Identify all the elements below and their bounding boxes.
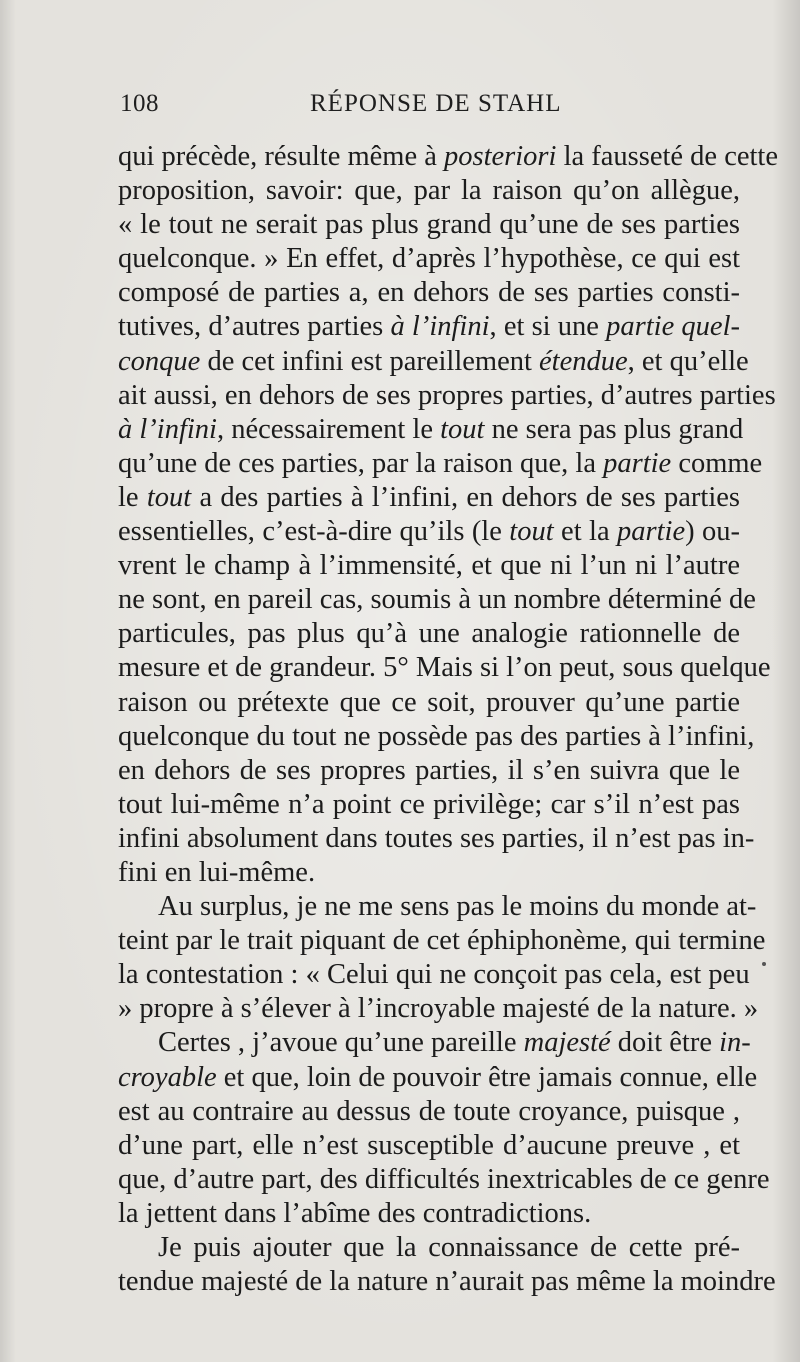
text-line (118, 856, 740, 890)
text-segment: , et si une (489, 311, 607, 343)
text-segment: la fausseté de cette (556, 141, 778, 172)
text-segment: raison ou prétexte que ce soit, prouver qu’une partie (118, 686, 740, 718)
text-segment: , nécessairement le (216, 413, 441, 445)
text-line (118, 549, 740, 583)
text-segment: et la (553, 516, 618, 548)
text-line (118, 1026, 751, 1060)
text-segment: a des parties à l’infini, en dehors de ses parties (191, 481, 740, 513)
text-segment: en dehors de ses propres parties, il s’en suivra que le (118, 754, 740, 786)
text-line (118, 822, 755, 856)
text-segment: et que, loin de pouvoir être jamais connue, elle (216, 1061, 758, 1093)
italic-text: étendue (539, 345, 628, 377)
text-line (118, 686, 740, 720)
text-line (118, 992, 759, 1026)
italic-text: posteriori (444, 141, 557, 172)
italic-text: croyable (118, 1061, 217, 1093)
text-segment: doit être (610, 1027, 720, 1059)
text-line (118, 345, 749, 379)
page-number: 108 (120, 90, 159, 117)
text-segment: fini en lui-même. (118, 856, 316, 888)
text-segment: ) ou- (685, 516, 741, 548)
italic-text: à l’infini (390, 311, 490, 343)
text-segment: de cet infini est pareillement (200, 345, 540, 377)
text-line (118, 651, 771, 685)
text-segment: quelconque du tout ne possède pas des parties à l’infini, (118, 720, 755, 752)
text-line (118, 413, 744, 447)
text-segment: le (118, 481, 147, 513)
text-line (118, 890, 757, 924)
text-segment: » propre à s’élever à l’incroyable majesté de la nature. » (118, 993, 759, 1025)
italic-text: à l’infini (118, 413, 217, 445)
text-line (118, 720, 755, 754)
text-line (118, 924, 766, 958)
text-line (118, 1197, 740, 1231)
text-segment: composé de parties a, en dehors de ses parties consti- (118, 277, 740, 309)
text-line (118, 754, 740, 788)
italic-text: tout (440, 413, 485, 445)
text-line (118, 447, 763, 481)
text-segment: Au surplus, je ne me sens pas le moins du monde at- (158, 891, 757, 923)
text-segment: d’une part, elle n’est susceptible d’aucune preuve , et (118, 1129, 740, 1161)
text-segment: comme (671, 447, 763, 479)
text-line (118, 310, 740, 344)
italic-text: partie (603, 447, 672, 479)
text-segment: particules, pas plus qu’à une analogie rationnelle de (118, 618, 740, 650)
text-line (118, 174, 740, 208)
text-line (118, 379, 776, 413)
italic-text: partie quel- (606, 311, 740, 343)
text-segment: ne sont, en pareil cas, soumis à un nombre déterminé de (118, 584, 756, 616)
text-segment: teint par le trait piquant de cet éphiphonème, qui termine (118, 925, 766, 957)
text-segment: vrent le champ à l’immensité, et que ni l’un ni l’autre (118, 550, 740, 582)
text-segment: quelconque. » En effet, d’après l’hypothèse, ce qui est (118, 243, 740, 275)
text-line (118, 958, 750, 992)
text-segment: Je puis ajouter que la connaissance de cette pré- (158, 1232, 740, 1263)
text-line (118, 1129, 740, 1163)
text-line (118, 208, 740, 242)
text-line (118, 788, 740, 822)
italic-text: majesté (523, 1027, 611, 1059)
text-segment: infini absolument dans toutes ses parties, il n’est pas in- (118, 822, 755, 854)
ink-speck (762, 962, 766, 966)
italic-text: tout (509, 516, 554, 548)
text-line (118, 1265, 776, 1299)
text-line (118, 1095, 740, 1129)
text-segment: que, d’autre part, des difficultés inextricables de ce genre (118, 1163, 770, 1195)
italic-text: partie (617, 516, 686, 548)
text-segment: ne sera pas plus grand (484, 413, 744, 445)
text-line (118, 140, 778, 174)
text-segment: tout lui-même n’a point ce privilège; car s’il n’est pas (118, 788, 740, 820)
text-segment: proposition, savoir: que, par la raison qu’on allègue, (118, 175, 740, 207)
text-line (118, 481, 740, 515)
text-segment: qu’une de ces parties, par la raison que, la (118, 447, 604, 479)
text-segment: Certes , j’avoue qu’une pareille (158, 1027, 524, 1059)
italic-text: in- (719, 1027, 751, 1059)
text-segment: ait aussi, en dehors de ses propres parties, d’autres parties (118, 379, 776, 411)
body-text (118, 140, 778, 1299)
text-segment: la contestation : « Celui qui ne conçoit pas cela, est peu (118, 959, 750, 991)
text-segment: , et qu’elle (627, 345, 749, 377)
text-segment: tutives, d’autres parties (118, 311, 391, 343)
text-segment: tendue majesté de la nature n’aurait pas même la moindre (118, 1266, 776, 1298)
text-line (118, 242, 740, 276)
text-line (118, 1231, 740, 1265)
text-line (118, 1163, 770, 1197)
text-segment: la jettent dans l’abîme des contradictions. (118, 1197, 592, 1229)
text-line (118, 1061, 758, 1095)
text-line (118, 515, 740, 549)
text-segment: essentielles, c’est-à-dire qu’ils (le (118, 516, 510, 548)
running-head: RÉPONSE DE STAHL (310, 90, 562, 117)
text-segment: qui précède, résulte même à (118, 141, 445, 172)
text-segment: « le tout ne serait pas plus grand qu’une de ses parties (118, 209, 740, 241)
text-line (118, 583, 756, 617)
text-line (118, 617, 740, 651)
page-header (120, 90, 740, 130)
italic-text: conque (118, 345, 201, 377)
text-line (118, 276, 740, 310)
italic-text: tout (146, 481, 192, 513)
text-segment: est au contraire au dessus de toute croyance, puisque , (118, 1095, 740, 1127)
text-segment: mesure et de grandeur. 5° Mais si l’on peut, sous quelque (118, 652, 771, 684)
